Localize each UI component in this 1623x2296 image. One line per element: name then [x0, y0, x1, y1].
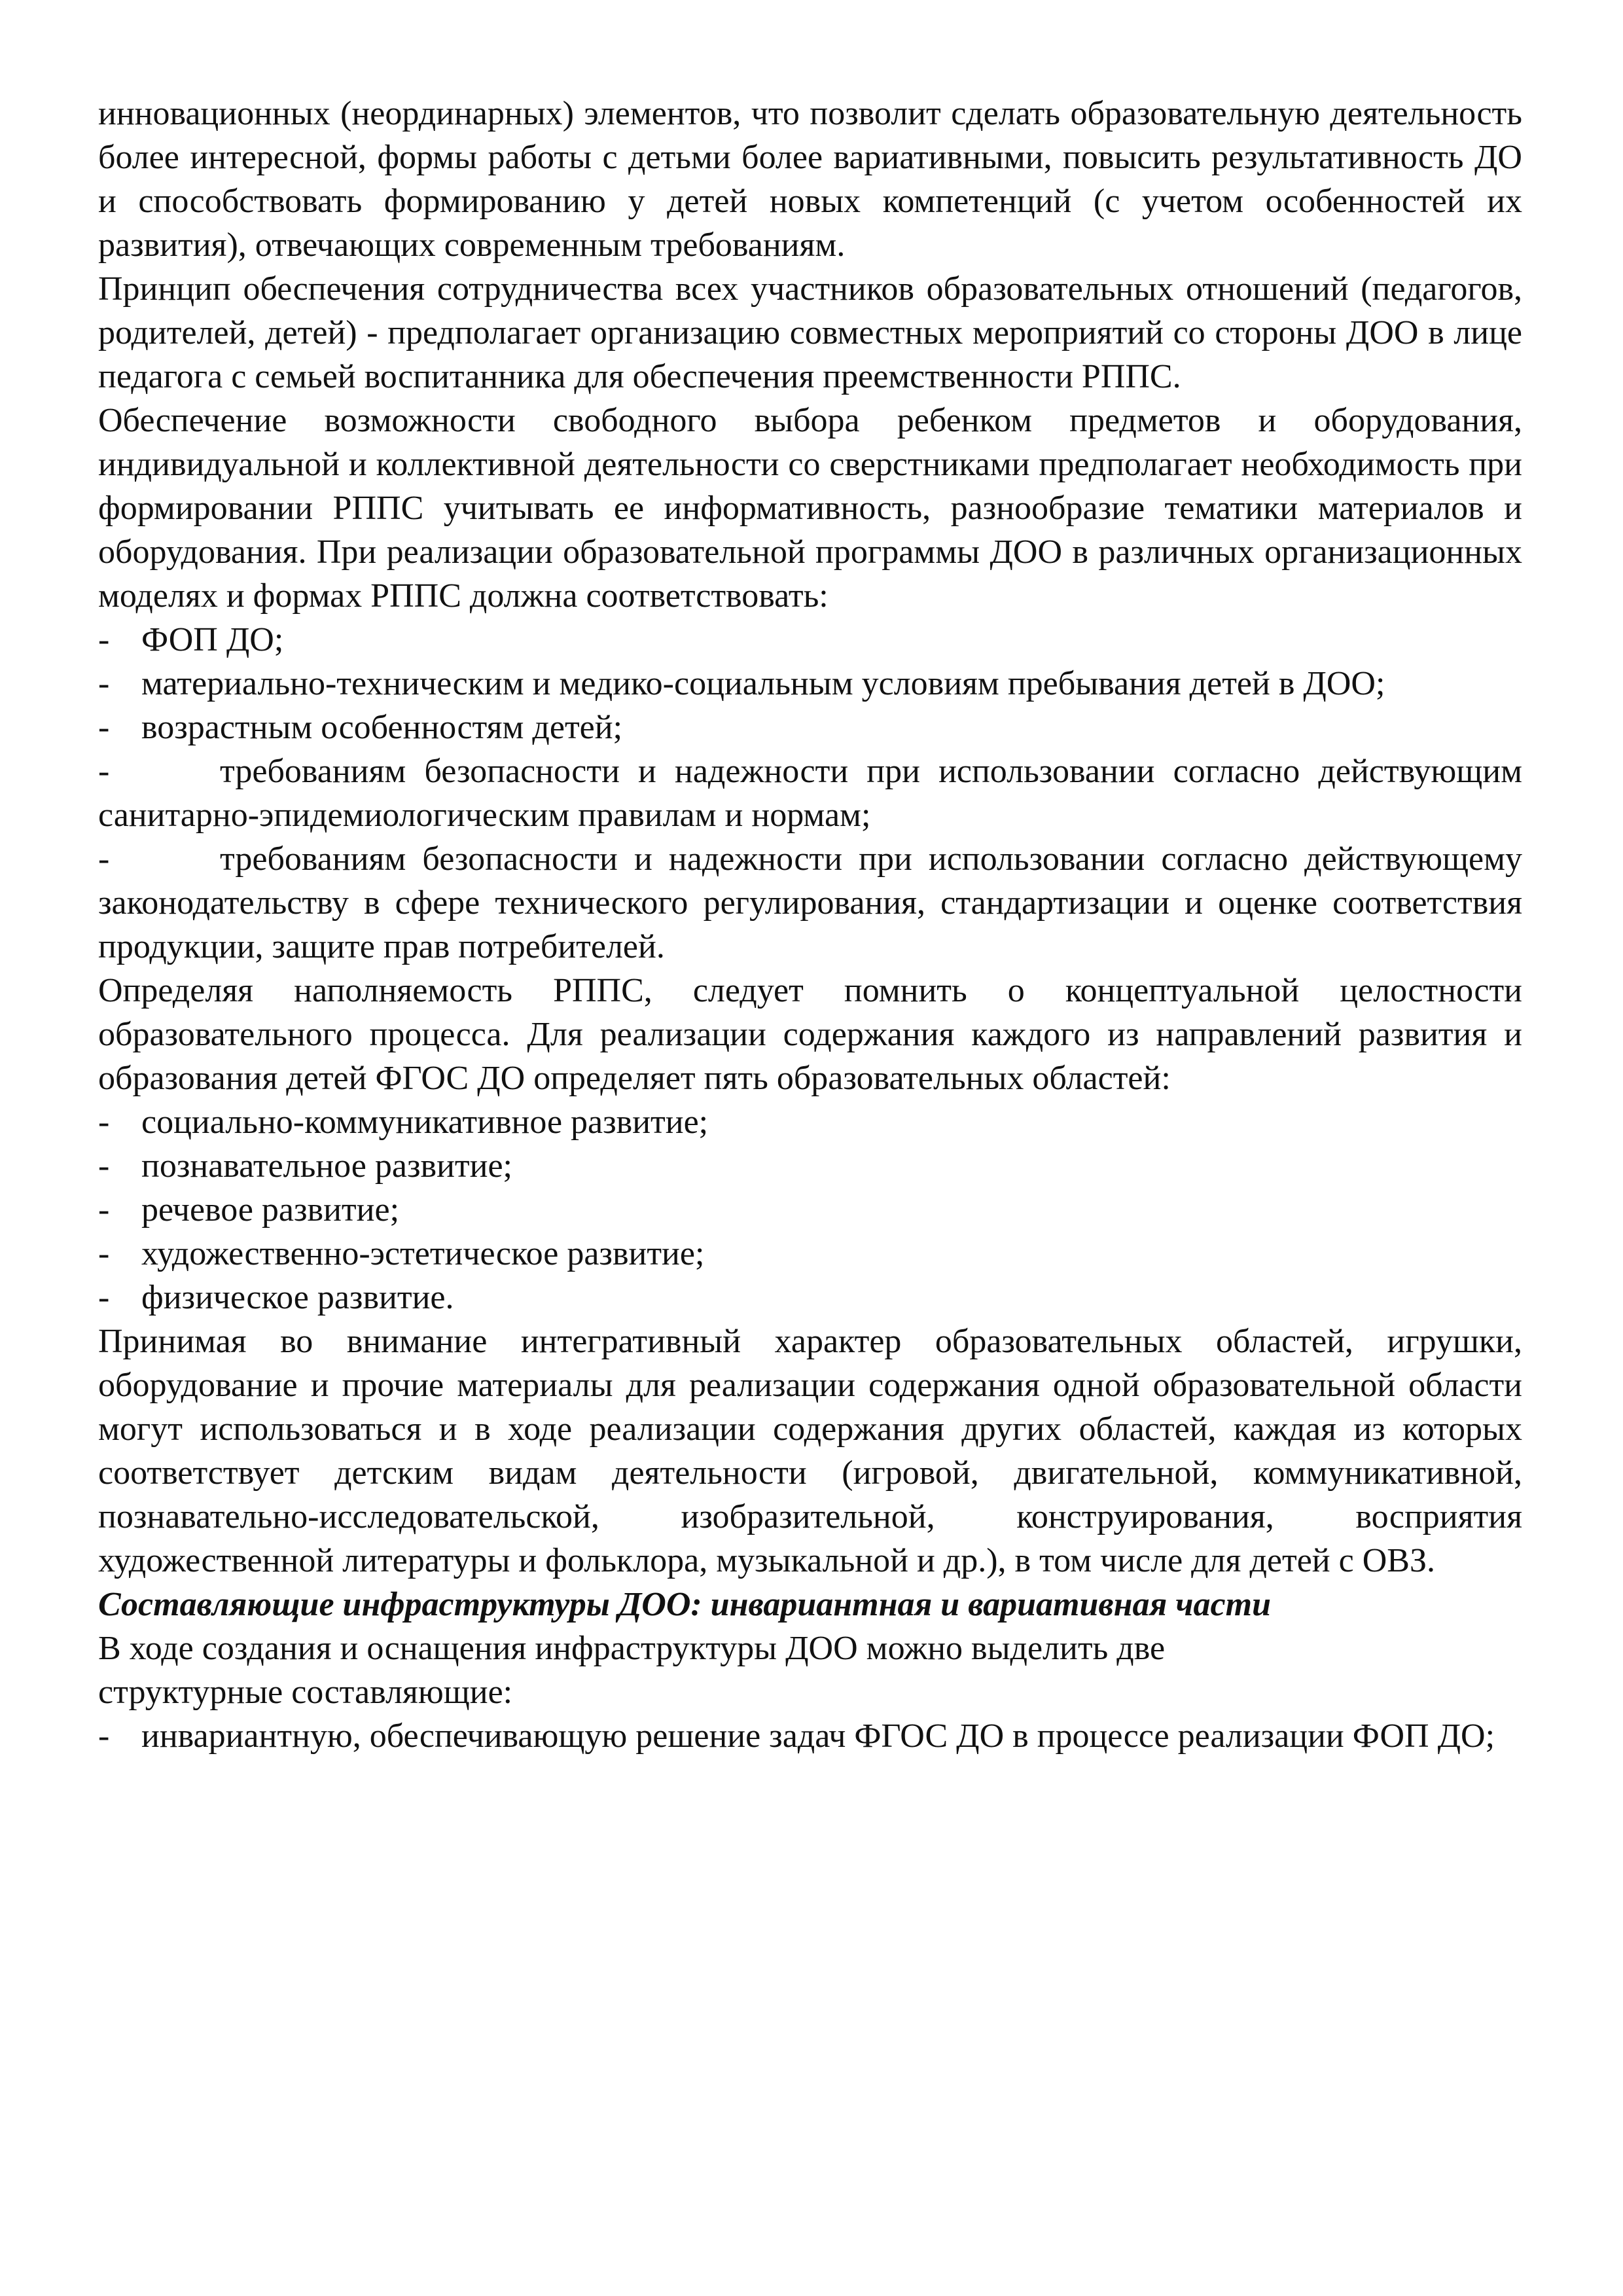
- list-item: [98, 749, 1522, 837]
- list-item: [98, 1188, 1522, 1232]
- paragraph-structure-line1: В ходе создания и оснащения инфраструктуры ДОО можно выделить две: [98, 1630, 1166, 1667]
- list-item-text: материально-техническим и медико-социальным условиям пребывания детей в ДОО;: [141, 665, 1385, 702]
- list-item-text: познавательное развитие;: [141, 1147, 512, 1185]
- list-item-text: возрастным особенностям детей;: [141, 709, 623, 746]
- paragraph-free-choice: Обеспечение возможности свободного выбора ребенком предметов и оборудования, индивидуальной и коллективной деятельности со сверстниками предполагает необходимость при формировании РППС учитывать ее информативность, разнообразие тематики материалов и оборудования. При реализации образовательной программы ДОО в различных организационных моделях и формах РППС должна соответствовать:: [98, 402, 1522, 615]
- list-item: [98, 1144, 1522, 1188]
- list-item-text: требованиям безопасности и надежности при использовании согласно действующим санитарно-эпидемиологическим правилам и нормам;: [98, 753, 1522, 834]
- requirements-list: [98, 618, 1522, 969]
- paragraph-innovation: инновационных (неординарных) элементов, что позволит сделать образовательную деятельность более интересной, формы работы с детьми более вариативными, повысить результативность ДО и способствовать формированию у детей новых компетенций (с учетом особенностей их развития), отвечающих современным требованиям.: [98, 95, 1522, 264]
- list-item: [98, 706, 1522, 749]
- list-marker: -: [98, 1279, 110, 1316]
- list-item-text: инвариантную, обеспечивающую решение задач ФГОС ДО в процессе реализации ФОП ДО;: [141, 1717, 1495, 1755]
- list-item: [98, 1232, 1522, 1276]
- list-item: [98, 1714, 1522, 1758]
- list-marker: -: [98, 1235, 110, 1272]
- components-list: [98, 1714, 1522, 1758]
- list-item-text: художественно-эстетическое развитие;: [141, 1235, 705, 1272]
- educational-areas-list: [98, 1100, 1522, 1319]
- paragraph-structure-line2: структурные составляющие:: [98, 1674, 513, 1711]
- section-heading: Составляющие инфраструктуры ДОО: инвариантная и вариативная части: [98, 1586, 1271, 1623]
- list-item-text: социально-коммуникативное развитие;: [141, 1103, 709, 1141]
- paragraph-content-filling: Определяя наполняемость РППС, следует помнить о концептуальной целостности образовательного процесса. Для реализации содержания каждого из направлений развития и образования детей ФГОС ДО определяет пять образовательных областей:: [98, 972, 1522, 1097]
- list-marker: -: [98, 1147, 110, 1185]
- list-marker: -: [98, 709, 110, 746]
- list-marker: -: [98, 840, 110, 878]
- list-marker: -: [98, 753, 110, 790]
- list-marker: -: [98, 1103, 110, 1141]
- list-marker: -: [98, 621, 110, 658]
- paragraph-cooperation-principle: Принцип обеспечения сотрудничества всех участников образовательных отношений (педагогов, родителей, детей) - предполагает организацию совместных мероприятий со стороны ДОО в лице педагога с семьей воспитанника для обеспечения преемственности РППС.: [98, 270, 1522, 395]
- list-item: [98, 837, 1522, 969]
- list-item: [98, 662, 1522, 706]
- list-item: [98, 1100, 1522, 1144]
- list-item-text: требованиям безопасности и надежности при использовании согласно действующему законодательству в сфере технического регулирования, стандартизации и оценке соответствия продукции, защите прав потребителей.: [98, 840, 1522, 965]
- list-item: [98, 618, 1522, 662]
- list-item-text: речевое развитие;: [141, 1191, 400, 1229]
- list-marker: -: [98, 1717, 110, 1755]
- list-item-text: ФОП ДО;: [141, 621, 284, 658]
- list-item: [98, 1276, 1522, 1319]
- list-marker: -: [98, 1191, 110, 1229]
- document-page: [98, 92, 1522, 1758]
- list-marker: -: [98, 665, 110, 702]
- paragraph-integrative: Принимая во внимание интегративный характер образовательных областей, игрушки, оборудование и прочие материалы для реализации содержания одной образовательной области могут использоваться и в ходе реализации содержания других областей, каждая из которых соответствует детским видам деятельности (игровой, двигательной, коммуникативной, познавательно-исследовательской, изобразительной, конструирования, восприятия художественной литературы и фольклора, музыкальной и др.), в том числе для детей с ОВЗ.: [98, 1323, 1522, 1579]
- list-item-text: физическое развитие.: [141, 1279, 454, 1316]
